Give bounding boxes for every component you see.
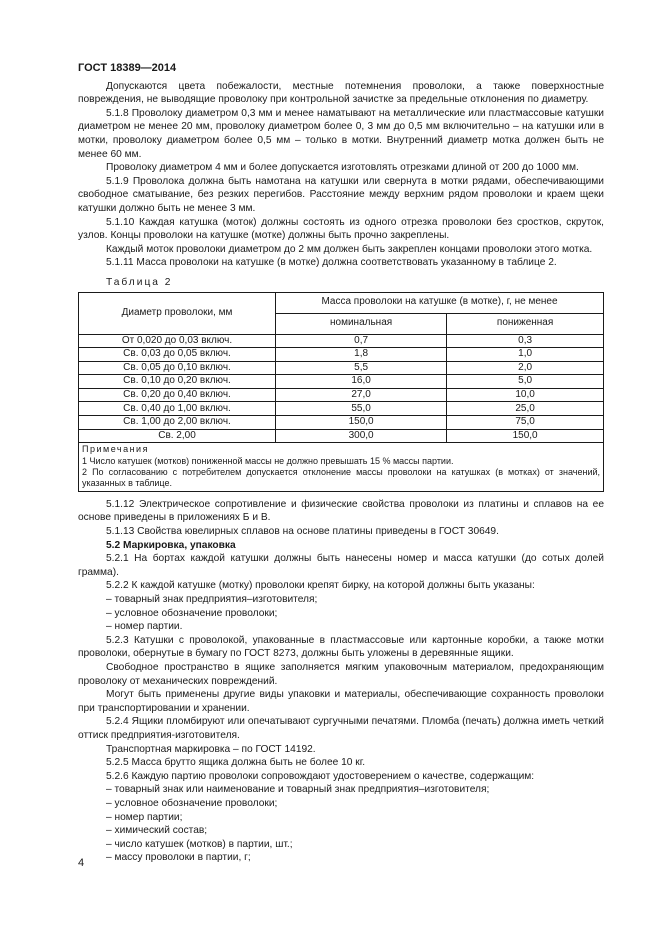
cell-nominal: 55,0 bbox=[276, 402, 447, 416]
list-item: – номер партии; bbox=[106, 811, 183, 823]
paragraph: Могут быть применены другие виды упаковки и материалы, обеспечивающие сохранность проволоки при транспортировании и хранении. bbox=[78, 689, 604, 714]
cell-reduced: 25,0 bbox=[447, 402, 604, 416]
table-row bbox=[79, 402, 604, 416]
list-item: – химический состав; bbox=[106, 825, 208, 837]
cell-nominal: 27,0 bbox=[276, 388, 447, 402]
list-item: – условное обозначение проволоки; bbox=[106, 797, 278, 809]
table-row bbox=[79, 388, 604, 402]
paragraph: 5.2.6 Каждую партию проволоки сопровождают удостоверением о качестве, содержащим: bbox=[106, 770, 535, 782]
cell-reduced: 0,3 bbox=[447, 334, 604, 348]
cell-reduced: 5,0 bbox=[447, 375, 604, 389]
list-item: – товарный знак или наименование и товарный знак предприятия–изготовителя; bbox=[106, 784, 490, 796]
cell-nominal: 300,0 bbox=[276, 429, 447, 443]
paragraph: 5.2.1 На бортах каждой катушки должны быть нанесены номер и масса катушки (до сотых долей грамма). bbox=[78, 553, 604, 578]
paragraph: 5.2.3 Катушки с проволокой, упакованные в пластмассовые или картонные коробки, а также мотки проволоки, обернутые в бумагу по ГОСТ 8273, должны быть уложены в деревянные ящики. bbox=[78, 634, 604, 660]
paragraph: Транспортная маркировка – по ГОСТ 14192. bbox=[106, 743, 316, 755]
cell-diameter: Св. 0,40 до 1,00 включ. bbox=[79, 402, 276, 416]
mass-table bbox=[78, 292, 604, 492]
intro-section bbox=[78, 80, 604, 270]
cell-reduced: 150,0 bbox=[447, 429, 604, 443]
paragraph: 5.2.5 Масса брутто ящика должна быть не более 10 кг. bbox=[106, 757, 366, 769]
cell-nominal: 150,0 bbox=[276, 416, 447, 430]
note: 1 Число катушек (мотков) пониженной массы не должно превышать 15 % массы партии. bbox=[82, 455, 454, 466]
table-row bbox=[79, 361, 604, 375]
paragraph: 5.1.8 Проволоку диаметром 0,3 мм и менее наматывают на металлические или пластмассовые катушки диаметром не менее 20 мм, проволоку диаметром более 0, 3 мм до 0,5 мм включительно – на катушки или в мотки, проволоку диаметром более 0,5 мм – только в мотки. Внутренний диаметр мотка должен быть не менее 60 мм. bbox=[78, 107, 604, 160]
paragraph: 5.1.9 Проволока должна быть намотана на катушки или свернута в мотки рядами, обеспечивающими свободное сматывание, без резких перегибов. Расстояние между верхним рядом проволоки и краем щеки катушки должно быть не менее 3 мм. bbox=[78, 175, 604, 214]
paragraph: 5.1.12 Электрическое сопротивление и физические свойства проволоки из платины и сплавов на ее основе приведены в приложениях Б и В. bbox=[78, 498, 604, 524]
cell-nominal: 1,8 bbox=[276, 348, 447, 362]
list-item: – товарный знак предприятия–изготовителя; bbox=[106, 594, 318, 606]
cell-reduced: 10,0 bbox=[447, 388, 604, 402]
properties-section bbox=[78, 498, 604, 539]
page-number: 4 bbox=[78, 857, 85, 869]
cell-diameter: От 0,020 до 0,03 включ. bbox=[79, 334, 276, 348]
paragraph: 5.2.4 Ящики пломбируют или опечатывают сургучными печатями. Пломба (печать) должна иметь четкий оттиск предприятия-изготовителя. bbox=[78, 716, 604, 741]
col-header-mass: Масса проволоки на катушке (в мотке), г, не менее bbox=[276, 292, 604, 313]
document-header: ГОСТ 18389—2014 bbox=[78, 62, 177, 74]
table-notes bbox=[79, 443, 604, 492]
paragraph: 5.2.2 К каждой катушке (мотку) проволоки крепят бирку, на которой должны быть указаны: bbox=[106, 580, 535, 592]
table-caption: Таблица 2 bbox=[106, 276, 173, 288]
cell-reduced: 1,0 bbox=[447, 348, 604, 362]
list-item: – условное обозначение проволоки; bbox=[106, 607, 278, 619]
table-row bbox=[79, 348, 604, 362]
note: 2 По согласованию с потребителем допускается отклонение массы проволоки на катушках (в мотках) от значений, указанных в таблице. bbox=[82, 467, 600, 489]
paragraph: Допускаются цвета побежалости, местные потемнения проволоки, а также поверхностные повреждения, не выводящие проволоку при контрольной зачистке за предельные отклонения по диаметру. bbox=[78, 80, 604, 106]
paragraph: 5.1.13 Свойства ювелирных сплавов на основе платины приведены в ГОСТ 30649. bbox=[106, 526, 499, 538]
cell-reduced: 75,0 bbox=[447, 416, 604, 430]
table-notes-row bbox=[79, 443, 604, 492]
list-item: – число катушек (мотков) в партии, шт.; bbox=[106, 838, 293, 850]
table-row bbox=[79, 416, 604, 430]
table-row bbox=[79, 334, 604, 348]
table-row bbox=[79, 429, 604, 443]
list-item: – номер партии. bbox=[106, 621, 183, 633]
cell-diameter: Св. 0,20 до 0,40 включ. bbox=[79, 388, 276, 402]
cell-nominal: 16,0 bbox=[276, 375, 447, 389]
document-page bbox=[78, 62, 604, 865]
section-heading: 5.2 Маркировка, упаковка bbox=[106, 539, 236, 551]
paragraph: Проволоку диаметром 4 мм и более допускается изготовлять отрезками длиной от 200 до 1000 мм. bbox=[106, 162, 579, 174]
paragraph: Свободное пространство в ящике заполняется мягким упаковочным материалом, предохраняющим проволоку от механических повреждений. bbox=[78, 662, 604, 687]
notes-title: Примечания bbox=[82, 444, 149, 455]
col-header-diameter: Диаметр проволоки, мм bbox=[79, 292, 276, 334]
col-header-nominal: номинальная bbox=[276, 313, 447, 334]
cell-diameter: Св. 0,10 до 0,20 включ. bbox=[79, 375, 276, 389]
cell-nominal: 0,7 bbox=[276, 334, 447, 348]
cell-diameter: Св. 1,00 до 2,00 включ. bbox=[79, 416, 276, 430]
paragraph: Каждый моток проволоки диаметром до 2 мм должен быть закреплен концами проволоки этого мотка. bbox=[106, 243, 593, 255]
paragraph: 5.1.11 Масса проволоки на катушке (в мотке) должна соответствовать указанному в таблице 2. bbox=[106, 257, 557, 269]
table-row bbox=[79, 375, 604, 389]
paragraph: 5.1.10 Каждая катушка (моток) должны состоять из одного отрезка проволоки без сростков, скруток, узлов. Концы проволоки на катушке (мотке) должны быть прочно закреплены. bbox=[78, 216, 604, 242]
packing-section bbox=[78, 634, 604, 865]
marking-section bbox=[78, 552, 604, 634]
cell-diameter: Св. 0,05 до 0,10 включ. bbox=[79, 361, 276, 375]
list-item: – массу проволоки в партии, г; bbox=[106, 852, 251, 864]
cell-nominal: 5,5 bbox=[276, 361, 447, 375]
cell-reduced: 2,0 bbox=[447, 361, 604, 375]
col-header-reduced: пониженная bbox=[447, 313, 604, 334]
cell-diameter: Св. 0,03 до 0,05 включ. bbox=[79, 348, 276, 362]
cell-diameter: Св. 2,00 bbox=[79, 429, 276, 443]
